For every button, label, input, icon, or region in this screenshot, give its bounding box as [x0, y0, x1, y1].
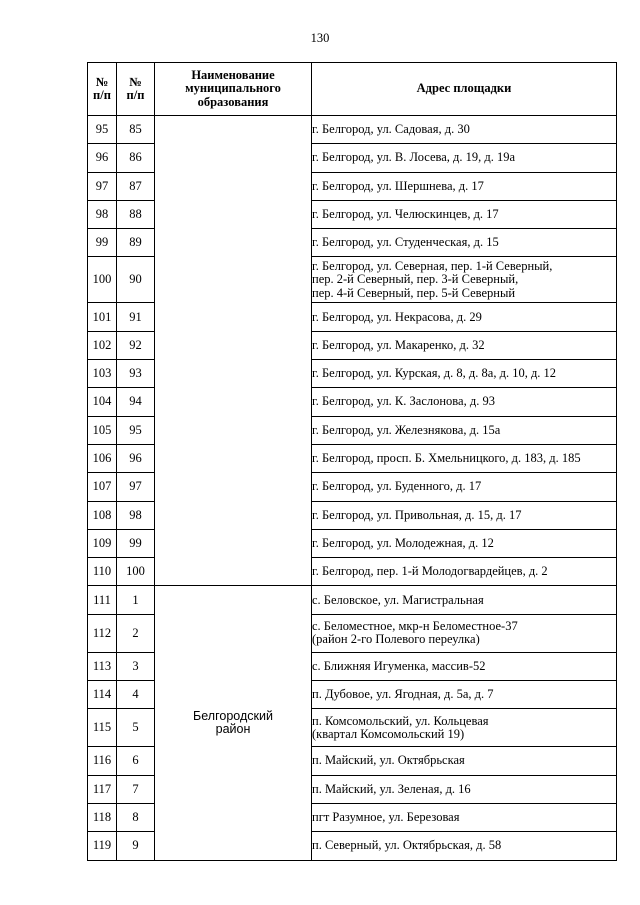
cell-num-overall: 97	[88, 172, 117, 200]
cell-num-local: 5	[117, 709, 155, 747]
cell-address: п. Майский, ул. Октябрьская	[312, 747, 617, 775]
cell-num-overall: 101	[88, 303, 117, 331]
cell-num-overall: 115	[88, 709, 117, 747]
cell-address: г. Белгород, ул. В. Лосева, д. 19, д. 19а	[312, 144, 617, 172]
cell-num-local: 6	[117, 747, 155, 775]
cell-num-local: 8	[117, 803, 155, 831]
cell-num-local: 96	[117, 444, 155, 472]
header-municipality: Наименование муниципального образования	[155, 63, 312, 116]
cell-num-local: 86	[117, 144, 155, 172]
cell-num-local: 9	[117, 832, 155, 860]
cell-address	[312, 614, 617, 652]
cell-num-local: 3	[117, 652, 155, 680]
cell-num-local: 7	[117, 775, 155, 803]
cell-address: с. Ближняя Игуменка, массив-52	[312, 652, 617, 680]
cell-address: г. Белгород, ул. Молодежная, д. 12	[312, 529, 617, 557]
address-line: пер. 4-й Северный, пер. 5-й Северный	[312, 285, 516, 300]
cell-num-local: 93	[117, 360, 155, 388]
table-body	[88, 116, 617, 861]
cell-num-overall: 113	[88, 652, 117, 680]
cell-num-overall: 112	[88, 614, 117, 652]
municipality-type-line: район	[215, 721, 251, 736]
cell-num-local: 92	[117, 331, 155, 359]
cell-address: г. Белгород, пер. 1-й Молодогвардейцев, д. 2	[312, 558, 617, 586]
cell-num-overall: 116	[88, 747, 117, 775]
cell-num-local: 1	[117, 586, 155, 614]
cell-num-overall: 100	[88, 257, 117, 303]
cell-num-local: 100	[117, 558, 155, 586]
cell-num-overall: 114	[88, 681, 117, 709]
table-row	[88, 116, 617, 144]
header-num-local	[117, 63, 155, 116]
cell-address: г. Белгород, ул. Студенческая, д. 15	[312, 229, 617, 257]
cell-num-local: 87	[117, 172, 155, 200]
cell-num-overall: 111	[88, 586, 117, 614]
cell-num-overall: 107	[88, 473, 117, 501]
cell-num-overall: 104	[88, 388, 117, 416]
cell-address: г. Белгород, ул. К. Заслонова, д. 93	[312, 388, 617, 416]
cell-num-overall: 119	[88, 832, 117, 860]
cell-num-local: 4	[117, 681, 155, 709]
cell-address: г. Белгород, ул. Садовая, д. 30	[312, 116, 617, 144]
cell-num-local: 98	[117, 501, 155, 529]
cell-num-local: 2	[117, 614, 155, 652]
cell-num-overall: 106	[88, 444, 117, 472]
cell-num-local: 88	[117, 200, 155, 228]
header-num-abbrev: п/п	[93, 88, 111, 102]
cell-num-local: 95	[117, 416, 155, 444]
table-row	[88, 586, 617, 614]
municipality-name-line: Белгородский	[193, 708, 273, 723]
cell-num-overall: 109	[88, 529, 117, 557]
cell-address	[312, 257, 617, 303]
address-line: (квартал Комсомольский 19)	[312, 726, 465, 741]
cell-address: г. Белгород, ул. Макаренко, д. 32	[312, 331, 617, 359]
cell-address: с. Беловское, ул. Магистральная	[312, 586, 617, 614]
cell-address: г. Белгород, ул. Буденного, д. 17	[312, 473, 617, 501]
cell-address: г. Белгород, ул. Железнякова, д. 15а	[312, 416, 617, 444]
cell-address: г. Белгород, просп. Б. Хмельницкого, д. 183, д. 185	[312, 444, 617, 472]
cell-num-overall: 118	[88, 803, 117, 831]
cell-num-local: 97	[117, 473, 155, 501]
cell-address: г. Белгород, ул. Шершнева, д. 17	[312, 172, 617, 200]
cell-num-overall: 117	[88, 775, 117, 803]
cell-num-local: 90	[117, 257, 155, 303]
address-line: (район 2-го Полевого переулка)	[312, 632, 480, 647]
cell-num-local: 99	[117, 529, 155, 557]
cell-num-overall: 96	[88, 144, 117, 172]
header-num-abbrev: п/п	[126, 88, 145, 102]
header-num-symbol: №	[129, 74, 142, 89]
address-line: г. Белгород, ул. Северная, пер. 1-й Северный,	[312, 259, 553, 274]
cell-address: п. Дубовое, ул. Ягодная, д. 5а, д. 7	[312, 681, 617, 709]
address-line: пер. 2-й Северный, пер. 3-й Северный,	[312, 272, 519, 287]
cell-num-local: 91	[117, 303, 155, 331]
cell-num-overall: 95	[88, 116, 117, 144]
cell-address: г. Белгород, ул. Челюскинцев, д. 17	[312, 200, 617, 228]
header-num-symbol: №	[95, 74, 109, 89]
table-header-row	[88, 63, 617, 116]
cell-address	[312, 709, 617, 747]
cell-num-overall: 108	[88, 501, 117, 529]
header-num-overall	[88, 63, 117, 116]
page-number: 130	[310, 31, 330, 45]
cell-num-overall: 105	[88, 416, 117, 444]
cell-num-overall: 103	[88, 360, 117, 388]
cell-address: г. Белгород, ул. Курская, д. 8, д. 8а, д. 10, д. 12	[312, 360, 617, 388]
address-line: с. Беломестное, мкр-н Беломестное-37	[312, 619, 518, 634]
cell-address: г. Белгород, ул. Некрасова, д. 29	[312, 303, 617, 331]
cell-municipality-belgorod-city	[155, 116, 312, 586]
cell-address: п. Майский, ул. Зеленая, д. 16	[312, 775, 617, 803]
cell-address: г. Белгород, ул. Привольная, д. 15, д. 17	[312, 501, 617, 529]
cell-num-local: 89	[117, 229, 155, 257]
cell-num-overall: 102	[88, 331, 117, 359]
sites-table	[87, 62, 617, 861]
header-address: Адрес площадки	[312, 63, 617, 116]
cell-address: пгт Разумное, ул. Березовая	[312, 803, 617, 831]
cell-num-overall: 98	[88, 200, 117, 228]
cell-address: п. Северный, ул. Октябрьская, д. 58	[312, 832, 617, 860]
cell-num-local: 94	[117, 388, 155, 416]
cell-municipality-belgorod-district	[155, 586, 312, 860]
address-line: п. Комсомольский, ул. Кольцевая	[312, 713, 489, 728]
cell-num-local: 85	[117, 116, 155, 144]
cell-num-overall: 110	[88, 558, 117, 586]
cell-num-overall: 99	[88, 229, 117, 257]
